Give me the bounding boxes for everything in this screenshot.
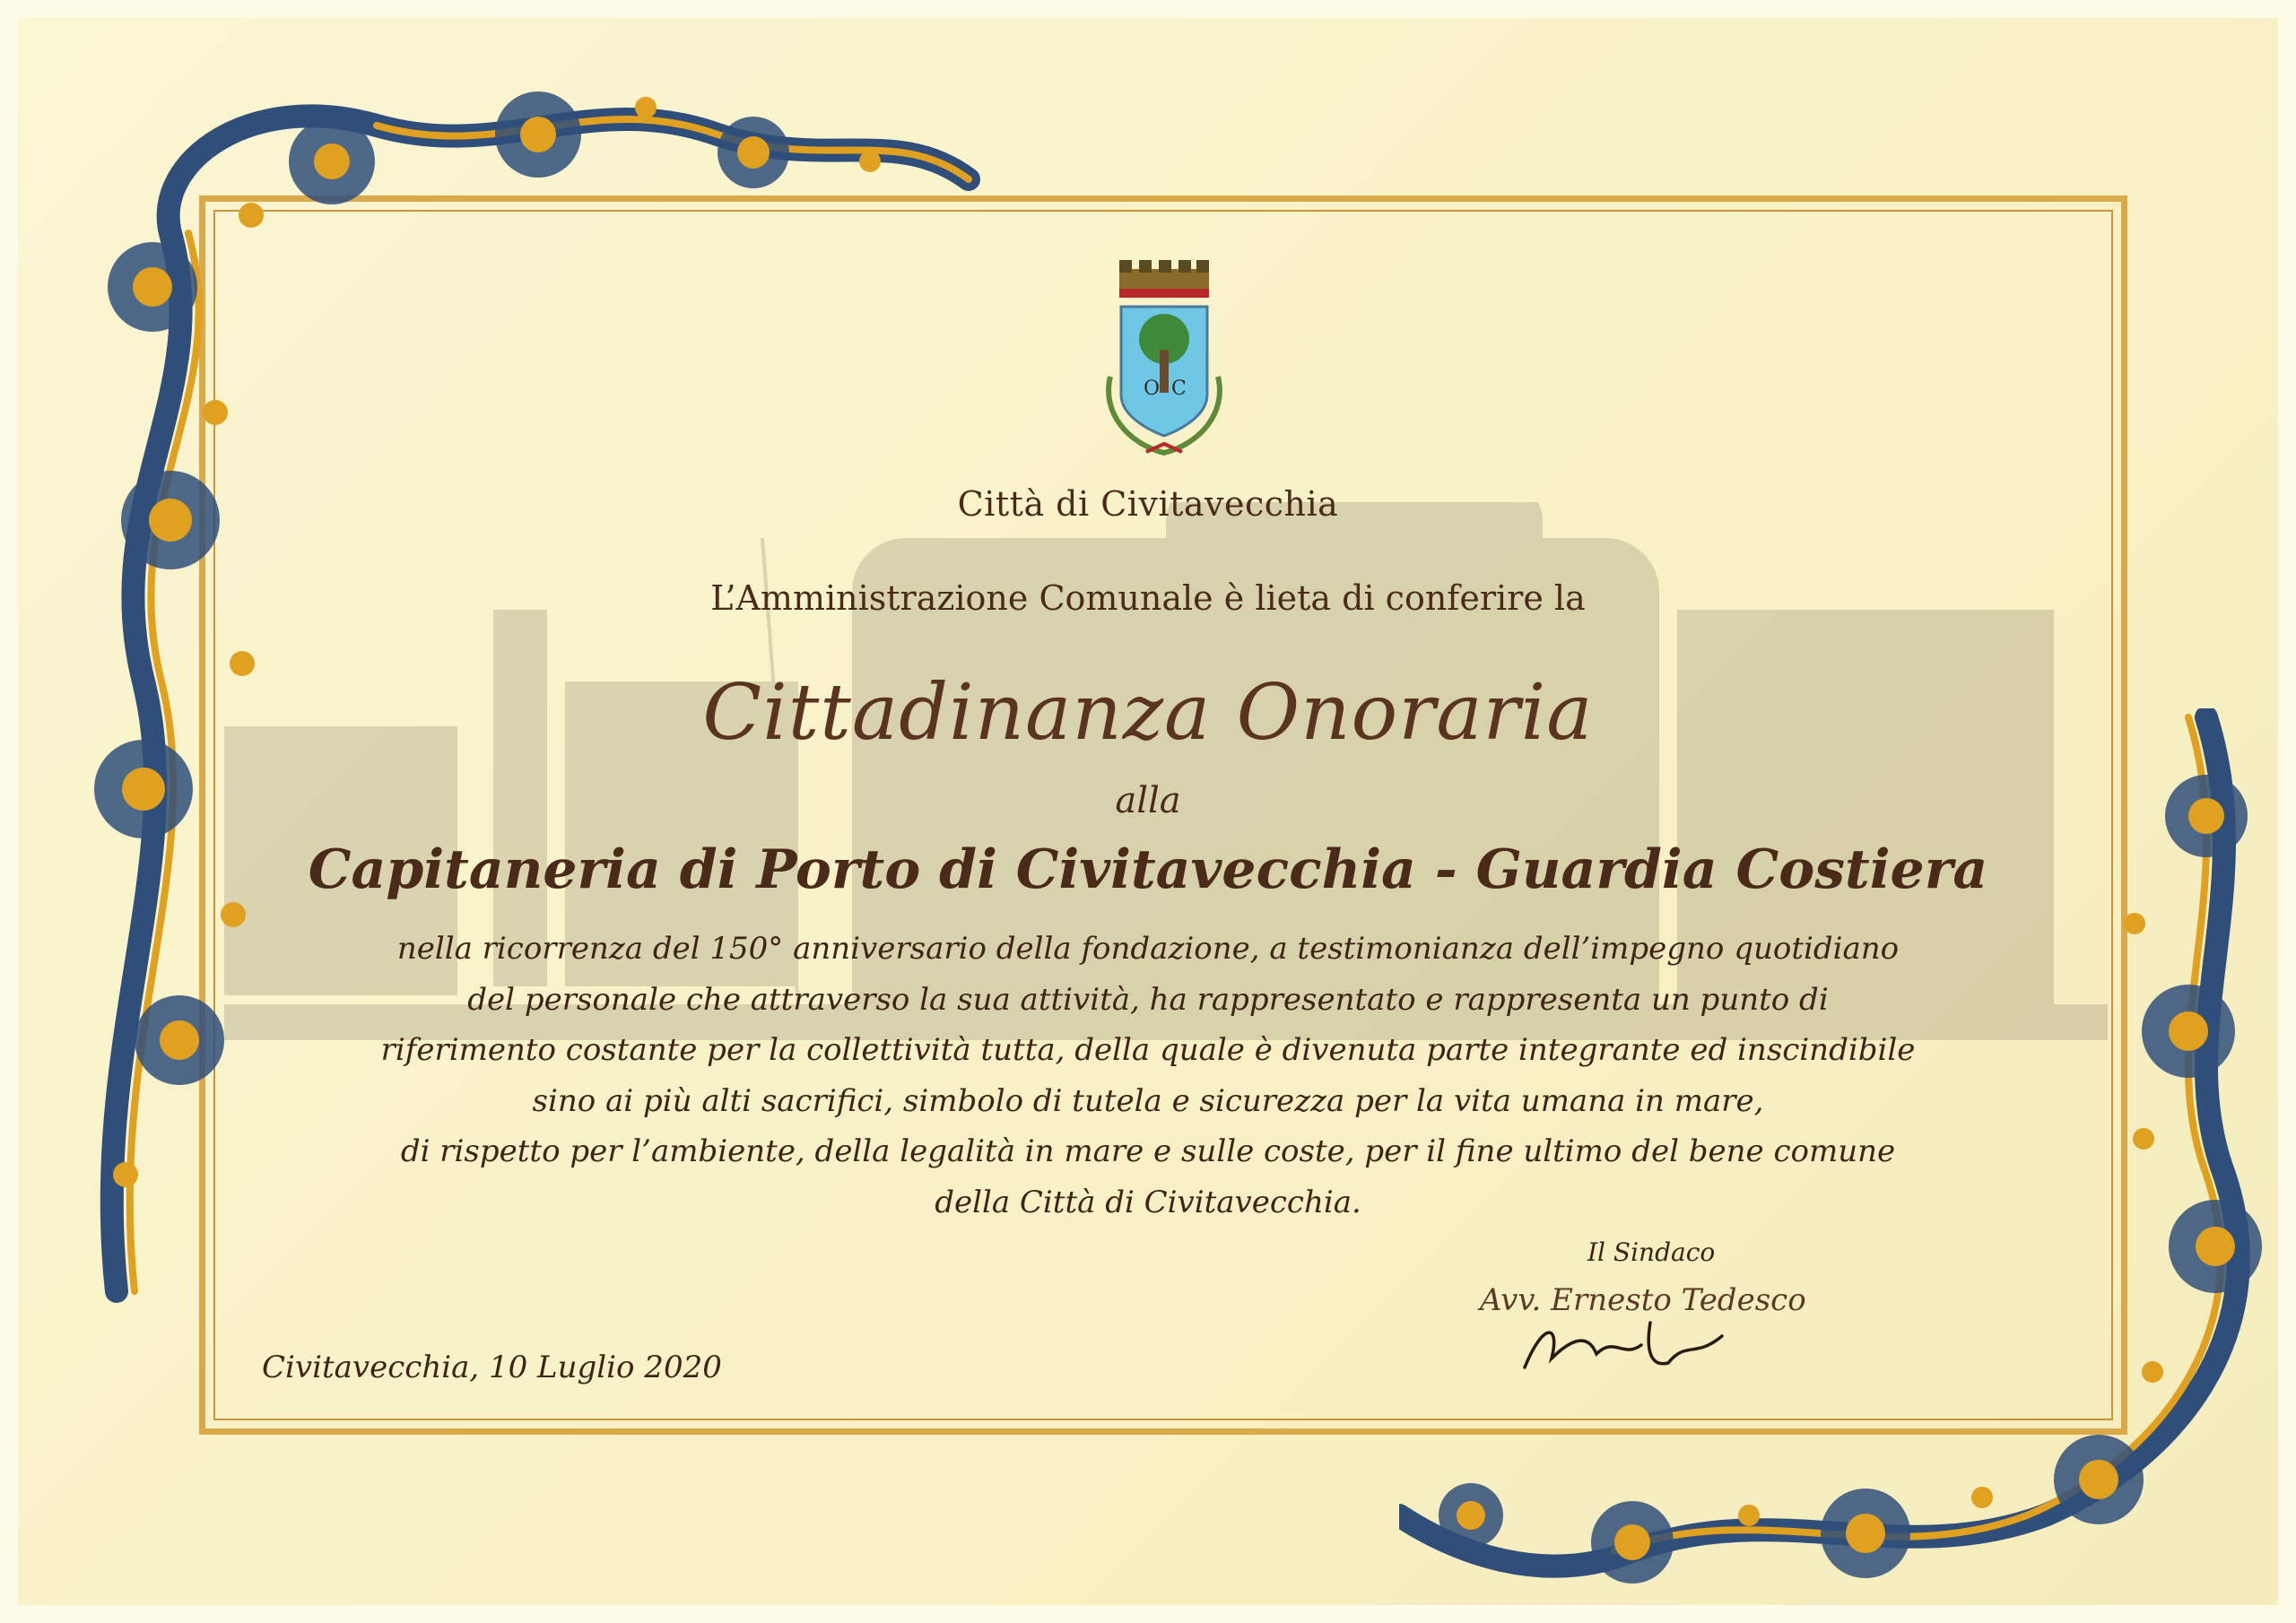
- motivation-line: della Città di Civitavecchia.: [935, 1184, 1361, 1220]
- crest-letter-c: C: [1171, 378, 1187, 400]
- motivation-line: di rispetto per l’ambiente, della legalità in mare e sulle coste, per il fine ultimo del bene comune: [400, 1133, 1896, 1169]
- civitavecchia-coat-of-arms-icon: [1092, 260, 1236, 466]
- motivation-line: del personale che attraverso la sua attività, ha rappresentato e rappresenta un punto di: [467, 981, 1829, 1018]
- motivation-line: riferimento costante per la collettività tutta, della quale è divenuta parte integrante ed inscindibile: [380, 1032, 1916, 1068]
- signatory-name: Avv. Ernesto Tedesco: [1480, 1282, 1806, 1318]
- award-recipient: Capitaneria di Porto di Civitavecchia - Guardia Costiera: [308, 838, 1988, 901]
- signatory-role: Il Sindaco: [1587, 1237, 1716, 1267]
- intro-line: L’Amministrazione Comunale è lieta di conferire la: [710, 578, 1586, 618]
- motivation-line: nella ricorrenza del 150° anniversario della fondazione, a testimonianza dell’impegno quotidiano: [396, 931, 1900, 967]
- award-title: Cittadinanza Onoraria: [702, 668, 1594, 758]
- place-and-date: Civitavecchia, 10 Luglio 2020: [262, 1350, 722, 1385]
- award-preposition: alla: [1115, 780, 1181, 821]
- city-name: Città di Civitavecchia: [957, 484, 1339, 524]
- motivation-text: [0, 924, 2296, 1228]
- crest-letter-o: O: [1144, 378, 1161, 400]
- motivation-line: sino ai più alti sacrifici, simbolo di tutela e sicurezza per la vita umana in mare,: [532, 1082, 1764, 1119]
- handwritten-signature-icon: [1516, 1305, 1749, 1385]
